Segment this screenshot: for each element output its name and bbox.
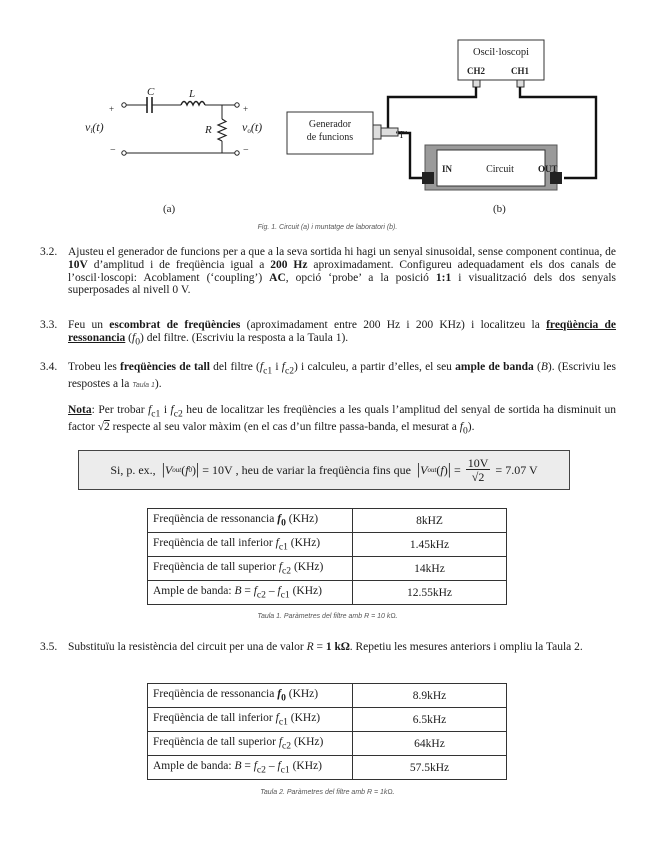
vin-minus: − [110,145,116,156]
step-3-2-text: Ajusteu el generador de funcions per a que a la seva sortida hi hagi un senyal sinusoidal, sense component continua, de 10V d’amplitud i de freqüència igual a 200 Hz aproximadament. Configureu adequadament els dos canals de l’oscil·loscopi: Acoblament (‘coupling’) AC, opció ‘probe’ a la posició 1:1 i visualització dels dos senyals superposades al nivell 0 V. [68,246,617,297]
capacitor-label: C [147,86,155,98]
svg-text:vi(t) [85,120,104,135]
input-terminal-top [122,103,126,107]
table1-value-bandwidth: 12.55kHz [353,581,507,605]
generator-label-line2: de funcions [306,132,354,143]
formula-prefix: Si, p. ex., [110,462,156,477]
table1-value-resonance: 8kHZ [353,509,507,533]
vin-argument: (t) [92,120,104,134]
table2-value-fc1: 6.5kHz [353,708,507,732]
oscilloscope-label: Oscil·loscopi [473,47,529,58]
vout-plus: + [243,104,249,114]
vout-subscript: o [247,127,251,135]
formula-numerator: 10V [467,455,489,470]
table1-value-fc2: 14kHz [353,557,507,581]
ch1-connector [517,80,524,87]
circuit-in-label: IN [442,164,453,174]
ch2-connector [473,80,480,87]
table2-value-fc2: 64kHz [353,732,507,756]
step-3-5-text: Substituïu la resistència del circuit per una de valor R = 1 kΩ. Repetiu les mesures anteriors i ompliu la Taula 2. [68,641,583,653]
rlc-circuit-diagram [122,97,239,155]
step-3-3-text: Feu un escombrat de freqüències (aproximadament entre 200 Hz i 200 KHz) i localitzeu la freqüència de ressonancia $(f_0)$ del filtre. (Escriviu la resposta a la Taula 1). [68,319,617,348]
formula-middle: , heu de variar la freqüència fins que [235,462,411,477]
table-2-caption: Taula 2. Paràmetres del filtre amb R = 1kΩ. [260,789,395,796]
input-terminal-bottom [122,151,126,155]
figure-a-label: (a) [163,203,176,215]
table-1-caption: Taula 1. Paràmetres del filtre amb R = 10 kΩ. [257,613,398,620]
table2-label-resonance: Freqüència de ressonancia $f_0$ (KHz) [148,684,353,708]
table-row [148,509,507,533]
svg-text:vo(t) [242,120,262,135]
output-terminal-top [235,103,239,107]
formula-lhs-value: = 10V [202,462,233,477]
table-2 [147,683,507,780]
table-row [148,708,507,732]
table2-label-fc1: Freqüència de tall inferior $f_{c1}$ (KHz) [148,708,353,732]
figure-caption: Fig. 1. Circuit (a) i muntatge de laboratori (b). [257,224,398,231]
vout-argument: (t) [250,120,263,134]
inductor-label: L [189,88,196,100]
formula-box: Si, p. ex., | V out ( f 0 ) | = 10V , heu de variar la freqüència fins que | V out ( f ) | = $\frac{10V}{√2}$ = 7.07 V [78,450,570,490]
step-3-5-number: 3.5. [40,641,58,653]
step-3-3-number: 3.3. [40,319,58,331]
vout-label: v [242,120,248,134]
generator-label-line1: Generador [308,119,352,130]
note-text: : Per trobar $f_{c1}$ i $f_{c2}$ heu de localitzar les freqüències a les quals l’amplitud del senyal de sortida ha disminuit un factor √2 respecte al seu valor màxim (en el cas d’un filtre passa-banda, el mesurat a $f_0$). [68,404,616,437]
table-row [148,557,507,581]
vin-subscript: i [90,127,93,135]
capacitor-symbol [147,97,152,113]
circuit-label: Circuit [486,164,514,175]
table-row [148,533,507,557]
note-paragraph [68,404,616,438]
inductor-symbol [181,102,205,106]
formula-denominator: √2 [471,469,485,484]
table-row [148,732,507,756]
vin-plus: + [109,104,115,114]
figure-b-label: (b) [493,203,506,215]
table1-label-resonance: Freqüència de ressonancia $f_0$ (KHz) [148,509,353,533]
table2-value-resonance: 8.9kHz [353,684,507,708]
table1-label-fc2: Freqüència de tall superior $f_{c2}$ (KHz) [148,557,353,581]
table1-value-fc1: 1.45kHz [353,533,507,557]
formula-result: = 7.07 V [495,462,538,477]
table-row [148,581,507,605]
ch2-cable [388,87,476,133]
note-label: Nota [68,404,92,416]
table2-label-bandwidth: Ample de banda: $B = f_{c2} - f_{c1}$ (KHz) [148,756,353,780]
ch1-label: CH1 [511,66,529,76]
ch2-label: CH2 [467,66,485,76]
table1-label-fc1: Freqüència de tall inferior $f_{c1}$ (KHz) [148,533,353,557]
vout-minus: − [243,145,249,156]
circuit-out-label: OUT [538,164,558,174]
table-1 [147,508,507,605]
table-row [148,684,507,708]
step-3-4-text: Trobeu les freqüències de tall del filtre ($f_{c1}$ i $f_{c2}$) i calculeu, a partir d’elles, el seu ample de banda (B). (Escriviu les respostes a la Taula 1). [68,361,616,391]
step-3-2-number: 3.2. [40,246,58,258]
vin-label: v [85,120,91,134]
t-connector-label: ‘T’ [395,130,408,141]
resistor-label: R [205,124,212,136]
resistor-symbol [218,119,226,141]
step-3-4-number: 3.4. [40,361,58,373]
table-row [148,756,507,780]
table2-value-bandwidth: 57.5kHz [353,756,507,780]
table1-label-bandwidth: Ample de banda: $B = f_{c2} - f_{c1}$ (KHz) [148,581,353,605]
output-terminal-bottom [235,151,239,155]
table2-label-fc2: Freqüència de tall superior $f_{c2}$ (KHz) [148,732,353,756]
figure-1 [0,0,655,232]
in-connector [422,172,434,184]
